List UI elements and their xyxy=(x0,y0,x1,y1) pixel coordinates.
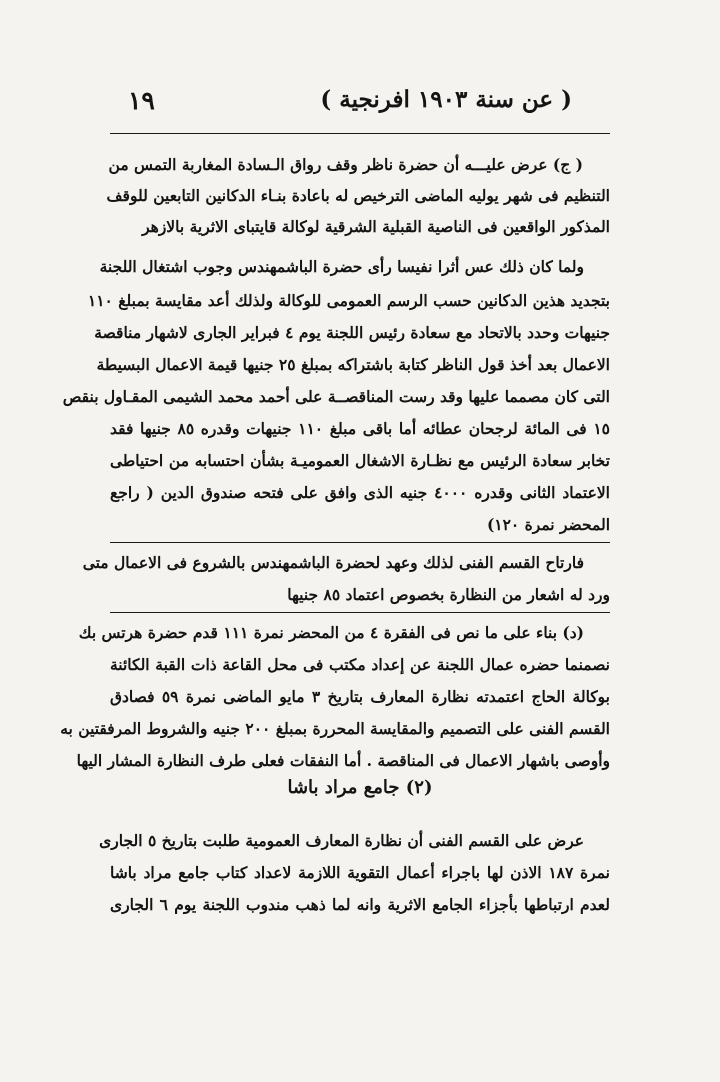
header-rule xyxy=(110,133,610,134)
text-line: عرض على القسم الفنى أن نظارة المعارف العمومية طلبت بتاريخ ٥ الجارى xyxy=(99,831,584,850)
text-line: المذكور الواقعين فى الناصية القبلية الشرقية لوكالة قايتباى الاثرية بالازهر xyxy=(142,217,610,236)
page-number: ١٩ xyxy=(128,86,155,115)
text-line: جنيهات وحدد بالاتحاد مع سعادة رئيس اللجنة يوم ٤ فبراير الجارى لاشهار مناقصة xyxy=(94,323,610,342)
text-line: ١٥ فى المائة لرجحان عطائه أما باقى مبلغ ١١٠ جنيهات وقدره ٨٥ جنيها فقد xyxy=(110,419,611,438)
text-line: بوكالة الحاج اعتمدته نظارة المعارف بتاريخ ٣ مايو الماضى نمرة ٥٩ فصادق xyxy=(110,687,610,706)
text-line: ( ج) عرض عليـــه أن حضرة ناظر وقف رواق الـسادة المغاربة التمس من xyxy=(108,155,583,174)
text-line: ولما كان ذلك عس أثرا نفيسا رأى حضرة الباشمهندس وجوب اشتغال اللجنة xyxy=(99,257,584,276)
text-line: القسم الفنى على التصميم والمقايسة المحررة بمبلغ ٢٠٠ جنيه والشروط المرفقتين به xyxy=(60,719,610,738)
running-title: ( عن سنة ١٩٠٣ افرنجية ) xyxy=(320,86,572,113)
text-line: التنظيم فى شهر يوليه الماضى الترخيص له باعادة بنـاء الدكانين التابعين للوقف xyxy=(106,186,610,205)
text-line: نصمنما حضره عمال اللجنة عن إعداد مكتب فى محل القاعة ذات القبة الكائنة xyxy=(110,655,610,674)
text-line: الاعتماد الثانى وقدره ٤٠٠٠ جنيه الذى وافق على فتحه صندوق الدين ( راجع xyxy=(110,483,610,502)
text-line: لعدم ارتباطها بأجزاء الجامع الاثرية وانه لما ذهب مندوب اللجنة يوم ٦ الجارى xyxy=(110,895,610,914)
text-line: (د) بناء على ما نص فى الفقرة ٤ من المحضر نمرة ١١١ قدم حضرة هرتس بك xyxy=(78,623,584,642)
text-line: المحضر نمرة ١٢٠) xyxy=(486,515,610,534)
text-line: التى كان مصمما عليها وقد رست المناقصــة على أحمد محمد الشيمى المقـاول بنقص xyxy=(62,387,610,406)
text-line: ورد له اشعار من النظارة بخصوص اعتماد ٨٥ جنيها xyxy=(287,585,610,604)
text-line: نمرة ١٨٧ الاذن لها باجراء أعمال التقوية اللازمة لاعداد كتاب جامع مراد باشا xyxy=(110,863,610,882)
separator-rule xyxy=(110,542,610,543)
page-header xyxy=(110,82,610,122)
text-line: تخابر سعادة الرئيس مع نظـارة الاشغال العموميـة بشأن احتسابه من احتياطى xyxy=(110,451,610,470)
text-line: وأوصى باشهار الاعمال فى المناقصة . أما النفقات فعلى طرف النظارة المشار اليها xyxy=(76,751,610,770)
text-line: الاعمال بعد أخذ قول الناظر كتابة باشتراكه بمبلغ ٢٥ جنيها قيمة الاعمال البسيطة xyxy=(96,355,610,374)
text-line: بتجديد هذين الدكانين حسب الرسم العمومى للوكالة ولذلك أعد مقايسة بمبلغ ١١٠ xyxy=(87,291,610,310)
separator-rule xyxy=(110,612,610,613)
section-heading: (٢) جامع مراد باشا xyxy=(287,777,433,798)
text-line: فارتاح القسم الفنى لذلك وعهد لحضرة الباشمهندس بالشروع فى الاعمال متى xyxy=(82,553,584,572)
